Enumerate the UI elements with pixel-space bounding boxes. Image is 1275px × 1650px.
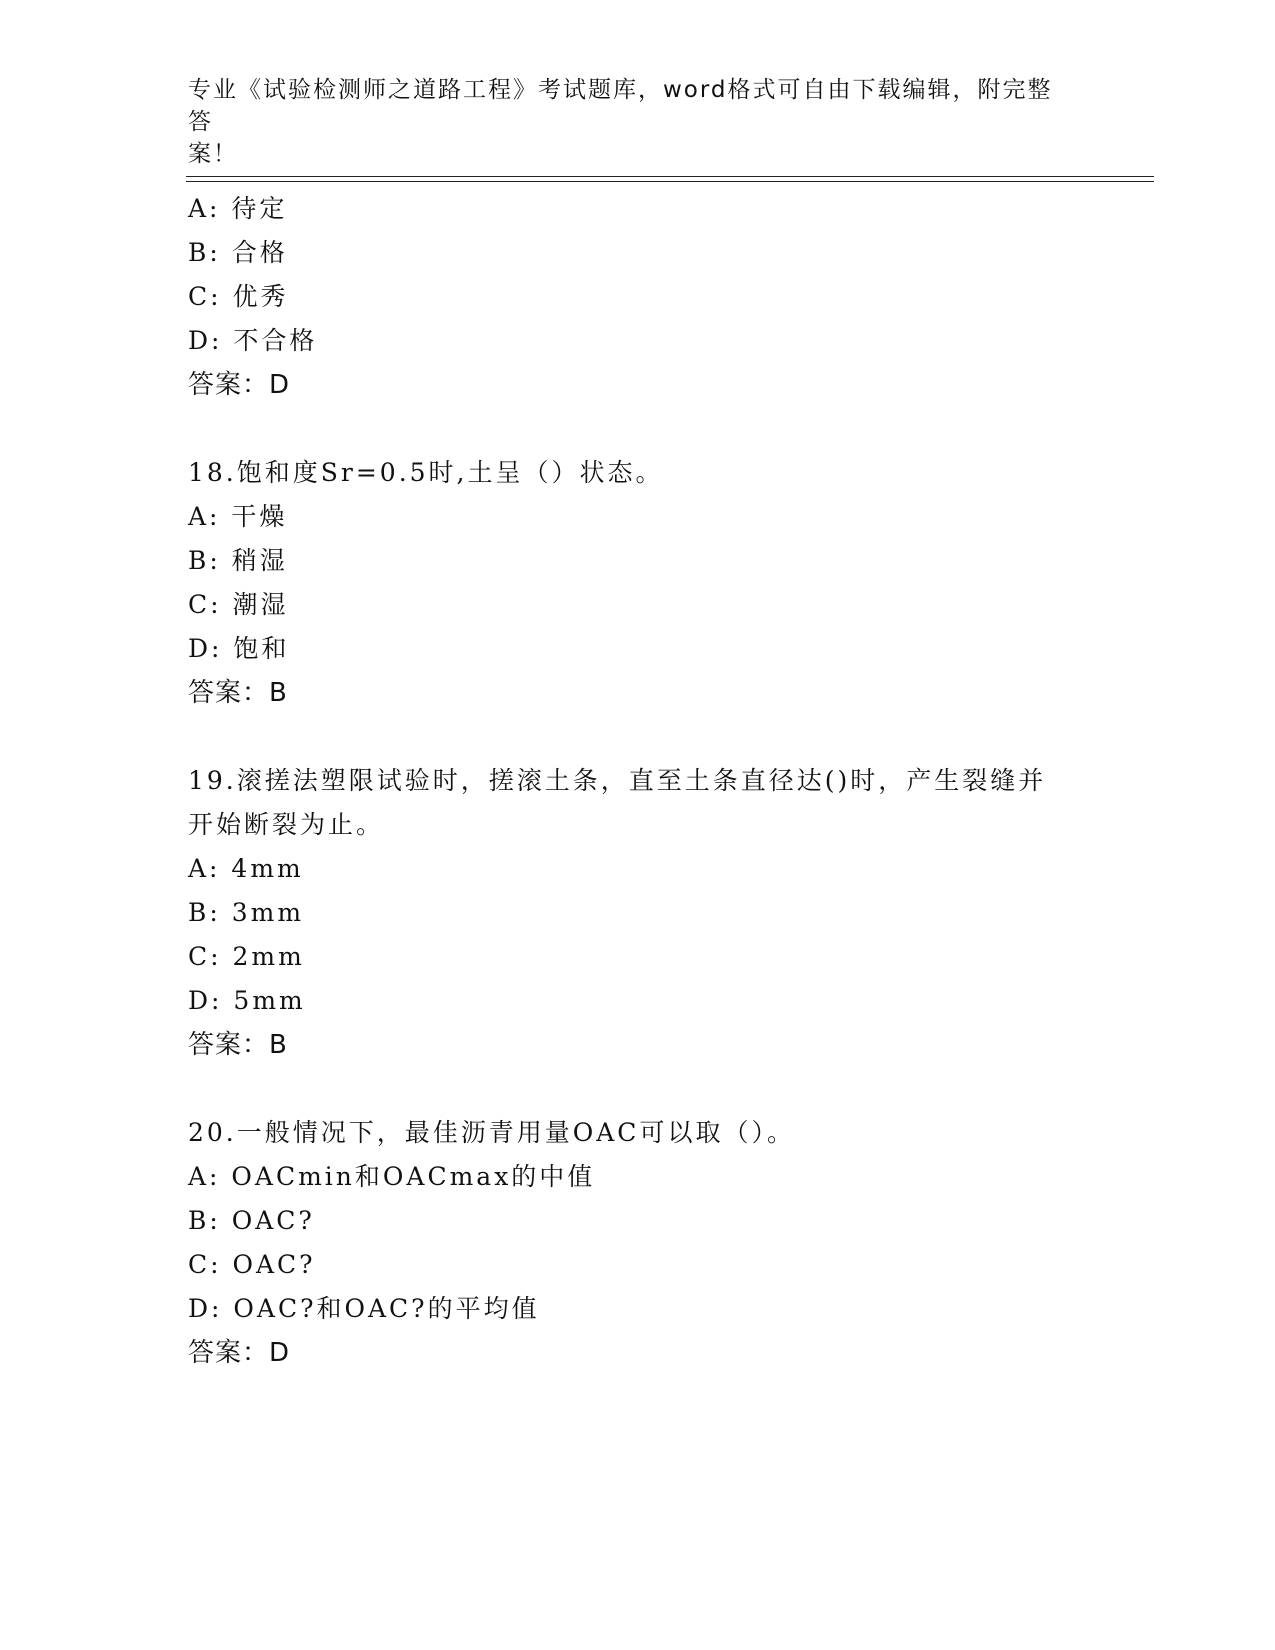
q20-option-d: D: OAC?和OAC?的平均值 [188, 1294, 540, 1323]
q20-stem: 20.一般情况下，最佳沥青用量OAC可以取（）。 [188, 1118, 795, 1147]
q19-option-b: B: 3mm [188, 898, 305, 927]
q19-stem-line-2: 开始断裂为止。 [188, 810, 385, 839]
q17-option-d: D: 不合格 [188, 326, 318, 355]
q19-option-c: C: 2mm [188, 942, 305, 971]
q18-option-b: B: 稍湿 [188, 546, 288, 575]
q19-answer: 答案：B [188, 1030, 288, 1060]
q19-option-d: D: 5mm [188, 986, 306, 1015]
header-divider-top [186, 176, 1154, 177]
header-line-2: 案！ [188, 141, 238, 167]
q17-option-a: A: 待定 [188, 194, 288, 223]
header-line-1: 专业《试验检测师之道路工程》考试题库，word格式可自由下载编辑，附完整答 [188, 77, 1053, 135]
q19-option-a: A: 4mm [188, 854, 304, 883]
q18-answer: 答案：B [188, 678, 288, 708]
q18-option-a: A: 干燥 [188, 502, 288, 531]
q17-option-c: C: 优秀 [188, 282, 289, 311]
q18-option-d: D: 饱和 [188, 634, 290, 663]
q18-option-c: C: 潮湿 [188, 590, 289, 619]
q19-stem-line-1: 19.滚搓法塑限试验时，搓滚土条，直至土条直径达()时，产生裂缝并 [188, 766, 1047, 795]
q17-option-b: B: 合格 [188, 238, 288, 267]
header-divider-bottom [186, 181, 1154, 182]
q17-answer: 答案：D [188, 370, 291, 400]
q18-stem: 18.饱和度Sr=0.5时,土呈（）状态。 [188, 458, 664, 487]
document-header [188, 74, 1068, 170]
q20-option-c: C: OAC? [188, 1250, 316, 1279]
q20-option-b: B: OAC? [188, 1206, 315, 1235]
q20-option-a: A: OACmin和OACmax的中值 [188, 1162, 596, 1191]
q20-answer: 答案：D [188, 1338, 291, 1368]
